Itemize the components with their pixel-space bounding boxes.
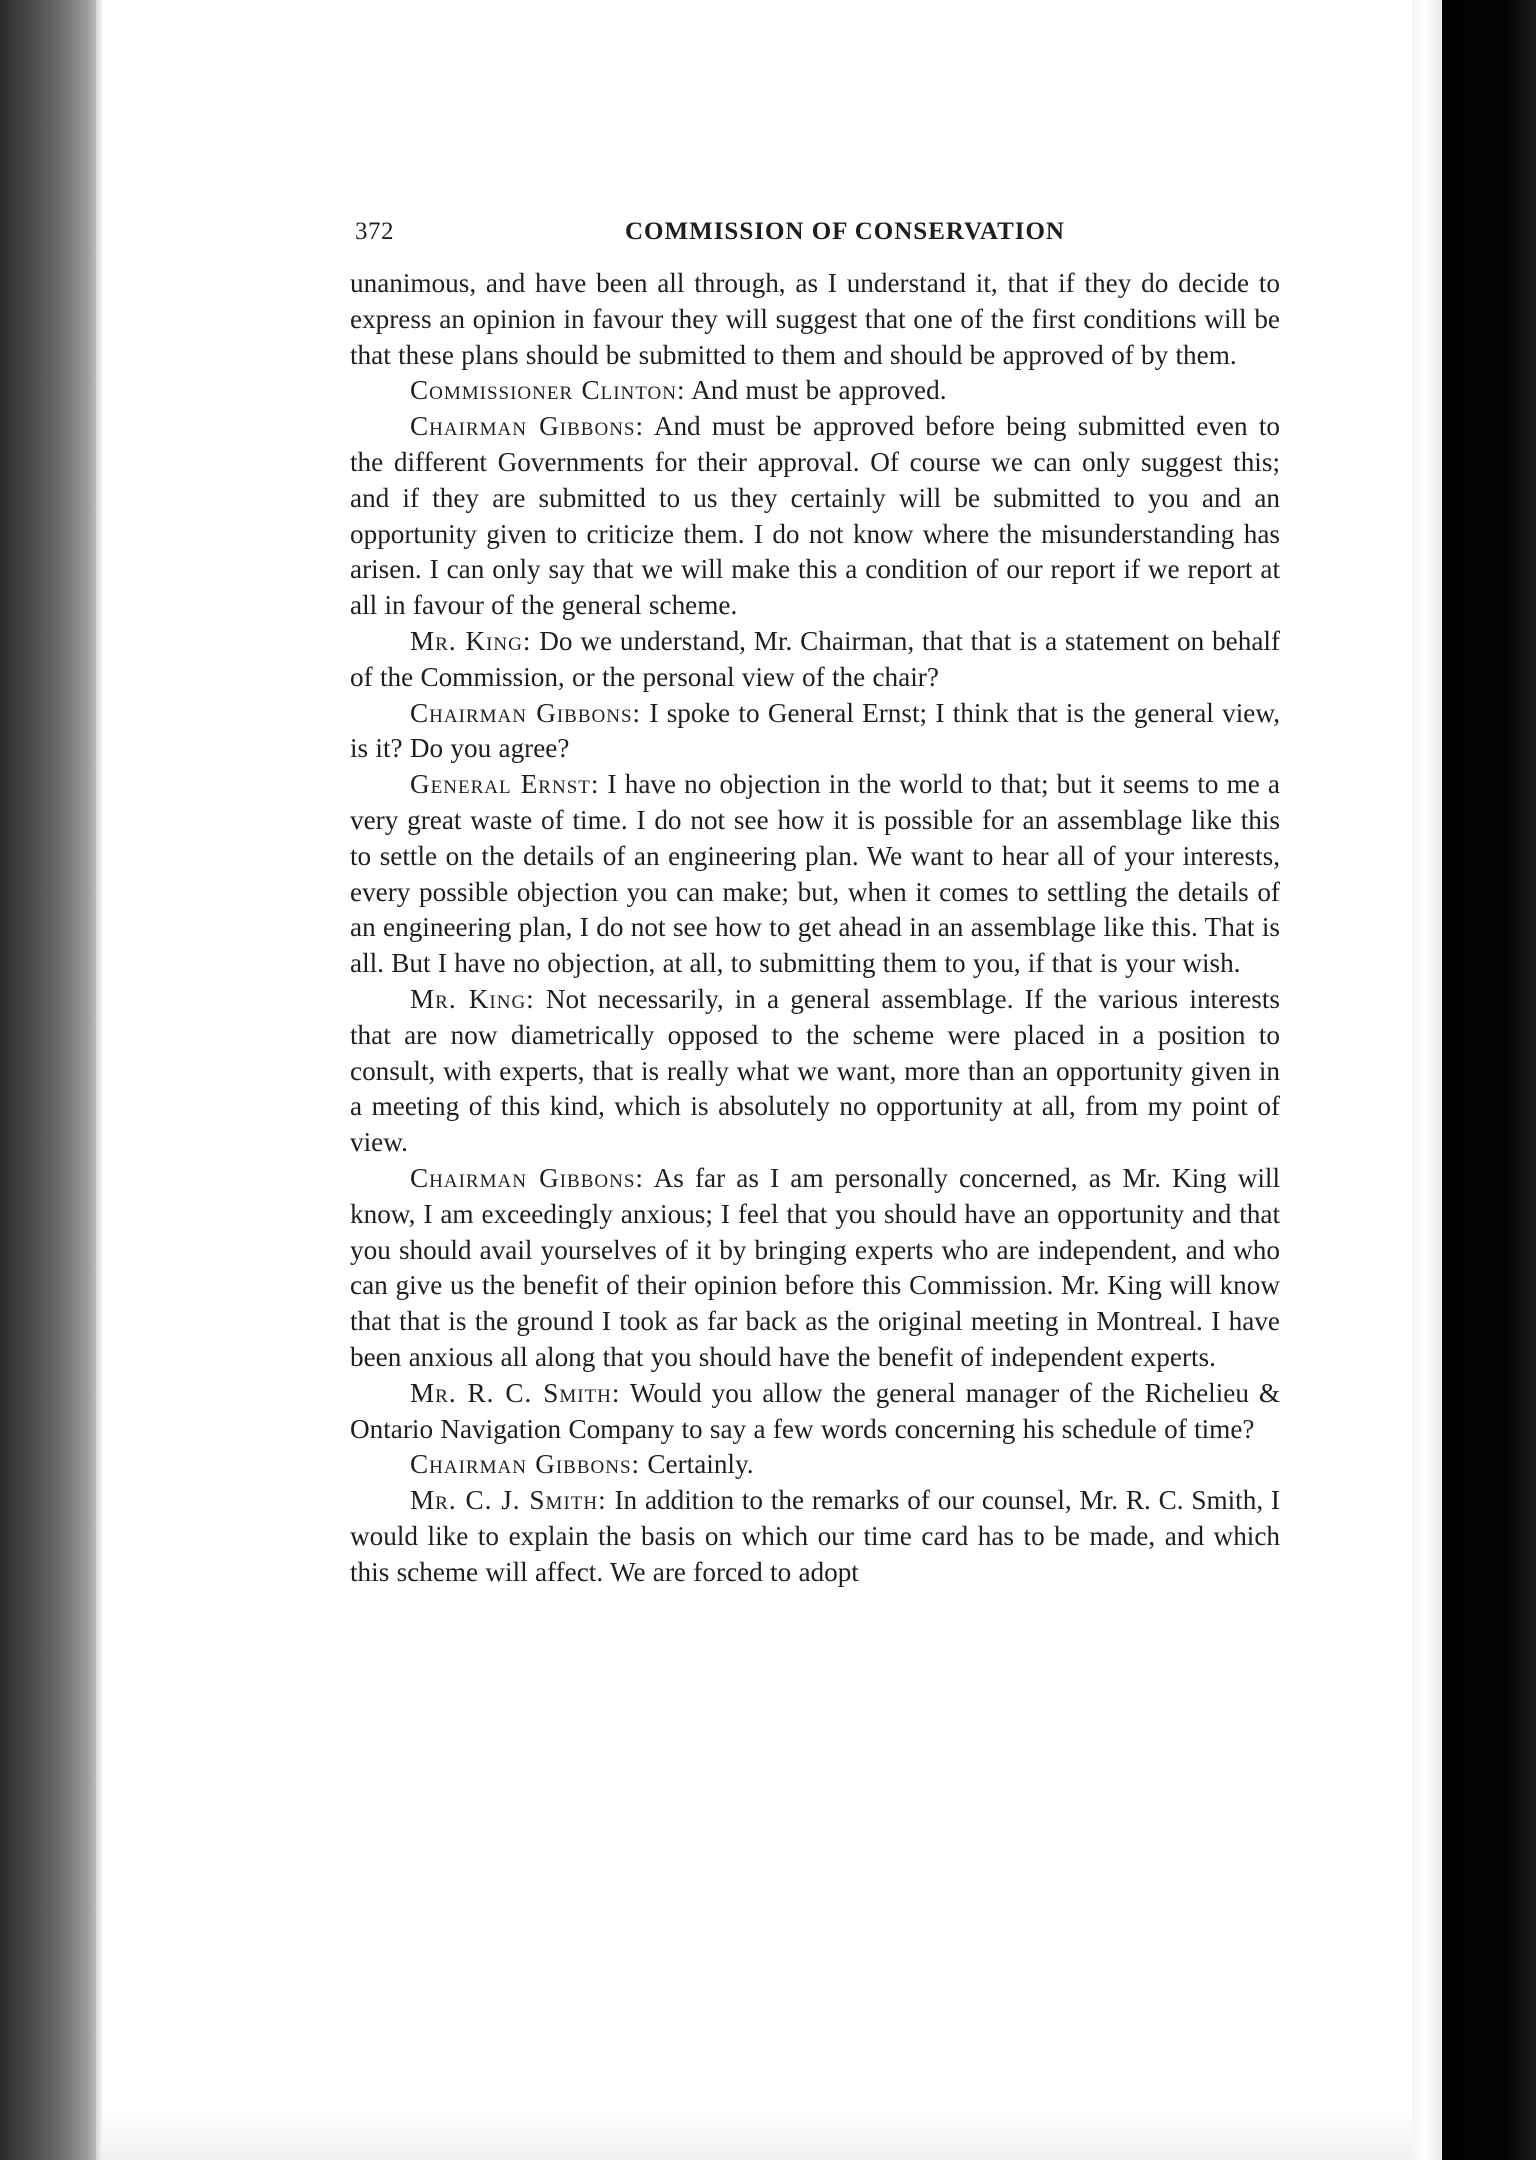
paragraph-king-2 [350, 982, 1280, 1161]
paragraph-gibbons-1 [350, 409, 1280, 624]
facing-page-edge [1412, 0, 1536, 2160]
speaker-name: Mr. R. C. Smith: [410, 1377, 621, 1408]
speaker-name: Chairman Gibbons: [410, 697, 642, 728]
paragraph-king-1 [350, 624, 1280, 696]
paragraph-ernst-1 [350, 767, 1280, 982]
paragraph-text: As far as I am personally concerned, as Mr. King will know, I am exceedingly anxious; I feel that you should have an opportunity and that you should avail yourselves of it by bringing experts who are independent, and who can give us the benefit of their opinion before this Commission. Mr. King will know that that is the ground I took as far back as the original meeting in Montreal. I have been anxious all along that you should have the benefit of independent experts. [350, 1162, 1280, 1372]
paragraph-text: unanimous, and have been all through, as I understand it, that if they do decide to express an opinion in favour they will suggest that one of the first conditions will be that these plans should be submitted to them and should be approved of by them. [350, 268, 1280, 370]
paragraph-text: And must be approved before being submitted even to the different Governments for their approval. Of course we can only suggest this; and if they are submitted to us they certainly will be submitted to you and an opportunity given to criticize them. I do not know where the misunderstanding has arisen. I can only say that we will make this a condition of our report if we report at all in favour of the general scheme. [350, 411, 1280, 621]
paragraph-rc-smith-1 [350, 1376, 1280, 1448]
speaker-name: Chairman Gibbons: [410, 411, 645, 442]
paragraph-text: Would you allow the general manager of the Richelieu & Ontario Navigation Company to say a few words concerning his schedule of time? [350, 1377, 1281, 1444]
paragraph-gibbons-3 [350, 1161, 1280, 1376]
paragraph-gibbons-4 [350, 1447, 1280, 1483]
book-binding-edge [0, 0, 102, 2160]
paragraph-clinton-1 [350, 373, 1280, 409]
speaker-name: Mr. King: [410, 625, 532, 656]
speaker-name: Chairman Gibbons: [410, 1449, 641, 1480]
paragraph-cj-smith-1 [350, 1483, 1280, 1590]
paragraph-text: Not necessarily, in a general assemblage. If the various interests that are now diametrically opposed to the scheme were placed in a position to consult, with experts, that is really what we want, more than an opportunity given in a meeting of this kind, which is absolutely no opportunity at all, from my point of view. [350, 983, 1281, 1158]
paragraph-text: In addition to the remarks of our counsel, Mr. R. C. Smith, I would like to explain the basis on which our time card has to be made, and which this scheme will affect. We are forced to adopt [350, 1485, 1280, 1587]
paragraph-continuation [350, 266, 1280, 373]
paragraph-text: And must be approved. [691, 375, 947, 406]
paragraph-text: Do we understand, Mr. Chairman, that that is a statement on behalf of the Commission, or the personal view of the chair? [350, 625, 1281, 692]
paragraph-text: I spoke to General Ernst; I think that is the general view, is it? Do you agree? [350, 697, 1280, 764]
speaker-name: Mr. C. J. Smith: [410, 1485, 607, 1516]
running-title: COMMISSION OF CONSERVATION [625, 218, 1065, 245]
paragraph-gibbons-2 [350, 696, 1280, 768]
speaker-name: Mr. King: [410, 983, 535, 1014]
paragraph-text: I have no objection in the world to that; but it seems to me a very great waste of time. I do not see how it is possible for an assemblage like this to settle on the details of an engineering plan. We want to hear all of your interests, every possible objection you can make; but, when it comes to settling the details of an engineering plan, I do not see how to get ahead in an assemblage like this. That is all. But I have no objection, at all, to submitting them to you, if that is your wish. [350, 769, 1280, 979]
book-page [350, 212, 1280, 1590]
paragraph-text: Certainly. [647, 1449, 754, 1480]
speaker-name: General Ernst: [410, 769, 600, 800]
page-number: 372 [355, 218, 394, 245]
speaker-name: Commissioner Clinton: [410, 375, 686, 406]
running-head [350, 212, 1280, 252]
speaker-name: Chairman Gibbons: [410, 1162, 644, 1193]
page-bottom-shadow [102, 2110, 1412, 2160]
